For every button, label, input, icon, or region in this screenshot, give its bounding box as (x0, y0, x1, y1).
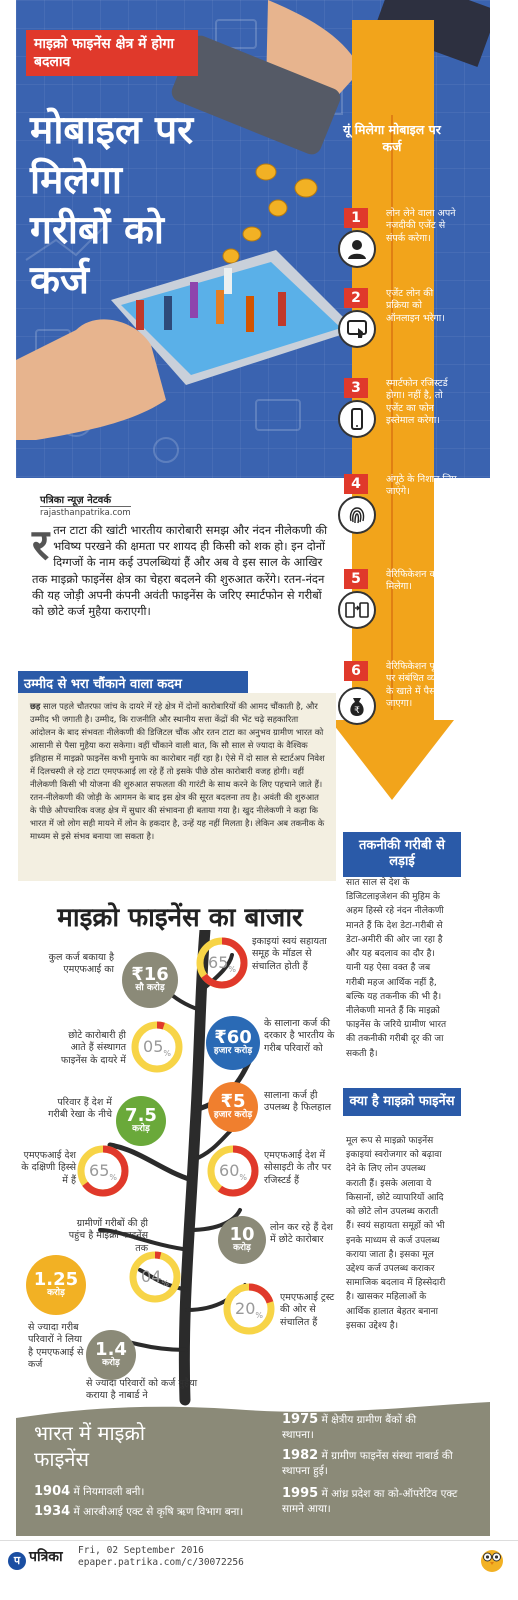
disc-value: ₹60 (214, 1027, 252, 1049)
history-event: 1995 में आंध्र प्रदेश का को-ऑपरेटिव एक्ट सामने आया। (282, 1486, 458, 1515)
market-disc (26, 1255, 86, 1315)
market-ring (195, 936, 249, 990)
step-number: 4 (344, 474, 368, 494)
tech-poverty-heading: तकनीकी गरीबी से लड़ाई (343, 832, 461, 877)
disc-value: 1.25 (33, 1269, 79, 1291)
patrika-logo[interactable]: प पत्रिका (8, 1547, 63, 1570)
market-ring (128, 1250, 182, 1304)
market-label: छोटे कारोबारी ही आते हैं संस्थागत फाइनेंस के दायरे में (60, 1030, 126, 1066)
step-number: 2 (344, 288, 368, 308)
ring-value: $65_{\%}$ (208, 953, 236, 975)
section-text (30, 700, 326, 843)
step-number: 6 (344, 661, 368, 681)
market-title: माइक्रो फाइनेंस का बाजार (57, 903, 303, 933)
verification-code-icon (338, 591, 376, 629)
ring-value: $60_{\%}$ (219, 1161, 247, 1183)
step-number: 5 (344, 569, 368, 589)
market-label: एमएफआई ट्रस्ट की ओर से संचालित हैं (280, 1292, 335, 1328)
what-is-mf-heading: क्या है माइक्रो फाइनेंस (343, 1088, 461, 1116)
what-is-mf-text: मूल रूप से माइक्रो फाइनेंस इकाइयां स्वरोजगार को बढ़ावा देने के लिए लोन उपलब्ध कराती हैं। इसके अलावा ये किसानों, छोटे व्यापारियों आदि को छोटे लोन उपलब्ध कराती हैं। स्वयं सहायता समूहों को भी इनके माध्यम से कर्ज उपलब्ध कराया जाता है। इसका मूल उद्देश्य कर्ज उपलब्ध कराकर सामाजिक बदलाव में हिस्सेदारी है। खासकर महिलाओं के आर्थिक हालात बेहतर बनाना इसका उद्देश्य है। (346, 1136, 446, 1331)
disc-value: 7.5 (125, 1105, 157, 1127)
disc-unit: करोड़ (233, 1243, 251, 1254)
market-label: से ज्यादा परिवारों को कर्ज मुहैया कराया है नाबार्ड ने (86, 1378, 198, 1402)
ring-value: $20_{\%}$ (235, 1299, 263, 1321)
patrika-logo-icon: प (8, 1552, 26, 1570)
step-text: लोन लेने वाला अपने नजदीकी एजेंट से संपर्क करेगा। (386, 208, 456, 244)
market-ring (222, 1282, 276, 1336)
market-disc (218, 1216, 266, 1264)
svg-text:₹: ₹ (354, 706, 360, 716)
disc-unit: हजार करोड़ (213, 1110, 253, 1121)
dropcap: र (32, 520, 50, 569)
market-label: से ज्यादा गरीब परिवारों ने लिया है एमएफआई से कर्ज (28, 1322, 84, 1371)
steps-title: यूं मिलेगा मोबाइल पर कर्ज (343, 122, 441, 154)
byline: पत्रिका न्यूज़ नेटवर्क (40, 495, 112, 506)
disc-unit: करोड़ (47, 1288, 65, 1299)
history-title: भारत में माइक्रो फाइनेंस (34, 1421, 145, 1471)
market-disc (86, 1330, 136, 1380)
step-text: एजेंट लोन की प्रक्रिया को ऑनलाइन भरेगा। (386, 288, 445, 324)
step-number: 3 (344, 378, 368, 398)
market-disc (122, 952, 178, 1008)
ring-value: $65_{\%}$ (89, 1161, 117, 1183)
market-disc (116, 1096, 166, 1146)
rupee-bag-icon (338, 687, 376, 725)
market-disc (208, 1082, 258, 1132)
step-text: अंगूठे के निशान लिए जाएंगे। (386, 474, 457, 498)
market-ring (206, 1144, 260, 1198)
market-label: सालाना कर्ज ही उपलब्ध है फिलहाल (264, 1090, 332, 1114)
history-event: 1934 में आरबीआई एक्ट से कृषि ऋण विभाग बना। (34, 1504, 244, 1519)
epaper-url[interactable]: epaper.patrika.com/c/30072256 (78, 1556, 244, 1568)
dateline (78, 1545, 244, 1569)
edition-date: Fri, 02 September 2016 (78, 1545, 204, 1556)
ring-value: $05_{\%}$ (143, 1037, 171, 1059)
section-heading: उम्मीद से भरा चौंकाने वाला कदम (18, 671, 248, 693)
intro-paragraph (32, 522, 332, 619)
tech-poverty-text: सात साल से देश के डिजिटलाइजेशन की मुहिम के अहम हिस्से रहे नंदन नीलेकणी मानते हैं कि देश डेटा-गरीबी से डेटा-अमीरी की ओर जा रहा है और यह बदलाव का दौर है। यानी यह ऐसा वक्त है जब गरीबी महज आर्थिक नहीं है, बल्कि यह तकनीक की भी है। नीलेकणी मानते हैं कि माइक्रो फाइनेंस के जरिये ग्रामीण भारत की तकनीकी गरीबी दूर की जा सकती है। (346, 878, 447, 1059)
disc-unit: करोड़ (102, 1358, 120, 1369)
history-event: 1904 में नियमावली बनी। (34, 1484, 145, 1499)
market-label: इकाइयां स्वयं सहायता समूह के मॉडल से संचालित होती हैं (252, 936, 327, 972)
step-text: वेरिफिकेशन कोड मिलेगा। (386, 569, 445, 593)
section-lead: छह (30, 701, 41, 711)
step-text: वेरिफिकेशन पूरा होने पर संबंधित व्यक्ति के खाते में पैसा आ जाएगा। (386, 661, 458, 710)
history-event: 1982 में ग्रामीण फाइनेंस संस्था नाबार्ड की स्थापना हुई। (282, 1448, 453, 1477)
market-label: लोन कर रहे हैं देश में छोटे कारोबार (270, 1222, 333, 1246)
disc-unit: करोड़ (132, 1124, 150, 1135)
market-ring (130, 1020, 184, 1074)
person-icon (338, 230, 376, 268)
market-label: परिवार हैं देश में गरीबी रेखा के नीचे (48, 1097, 112, 1121)
market-ring (76, 1144, 130, 1198)
smartphone-icon (338, 400, 376, 438)
hero-title: मोबाइल पर मिलेगा गरीबों को कर्ज (30, 108, 194, 303)
fingerprint-icon (338, 496, 376, 534)
section-body: साल पहले चौतरफा जांच के दायरे में रहे क्षेत्र में दोनों कारोबारियों की आमद चौंकाती है, और उम्मीद भी जगाती है। उम्मीद, कि राजनीति और स्थानीय सत्ता केंद्रों की भेंट चढ़े सहकारिता आंदोलन के बाद संभवतः नीलेकणी की डिजिटल चौंक और रतन टाटा का अनुभव ग्रामीण भारत को आसानी से पैसा मुहैया करा सकेगा। वहीं चौंकाने वाली बात, कि सौ साल से ज्यादा के वैश्विक इतिहास में माइक्रो फाइनेंस कभी मुनाफे का कारोबार नहीं रहा है। ऐसे में दो साल से स्टार्टअप निवेश में दिलचस्पी ले रहे टाटा एमएफआई ला रहे हैं तो इसके पीछे ठोस कारोबारी वजह होगी। वहीं नीलेकणी किसी भी योजना की शुरुआत सफलता की गारंटी के साथ करने के लिए पहचाने जाते हैं। रतन-नीलेकणी की जोड़ी के आगमन के बाद इस क्षेत्र की सूरत बदलना तय है। अवंती की शुरुआत के पीछे औपचारिक वजह क्षेत्र में सुधार की संभावना ही बताया गया है। खुद नीलेकणी ने कहा कि भारत में जो लोग सही मायने में लोन के हकदार है, उन्हें यह नहीं मिलता है। लेकिन अब तकनीक के माध्यम से इसे संभव बनाया जा सकता है। (30, 701, 325, 842)
tablet-touch-icon (338, 310, 376, 348)
masthead (0, 1540, 518, 1576)
hero-tag: माइक्रो फाइनेंस क्षेत्र में होगा बदलाव (26, 30, 198, 76)
market-label: के सालाना कर्ज की दरकार है भारतीय के गरीब परिवारों को (264, 1018, 335, 1054)
market-label: एमएफआई देश में सोसाइटी के तौर पर रजिस्टर्ड हैं (264, 1150, 332, 1186)
disc-value: 1.4 (95, 1339, 127, 1361)
market-label: कुल कर्ज बकाया है एमएफआई का (48, 952, 114, 976)
byline-url: rajasthanpatrika.com (40, 508, 131, 518)
market-disc (206, 1016, 260, 1070)
owl-icon (479, 1545, 505, 1573)
intro-text: तन टाटा की खांटी भारतीय कारोबारी समझ और नंदन नीलेकणी की भविष्य परखने की क्षमता पर शायद ही किसी को शक हो। इन दोनों दिग्गजों के नाम कई उपलब्धियां हैं और अब वे इस साल के आखिर तक माइक्रो फाइनेंस क्षेत्र का चेहरा बदलने की शुरुआत करेंगे। रतन-नंदन की यह जोड़ी अपनी कंपनी अवंती फाइनेंस के जरिए स्मार्टफोन से गरीबों को छोटे कर्ज मुहैया कराएगी। (32, 523, 328, 618)
step-number: 1 (344, 208, 368, 228)
step-text: स्मार्टफोन रजिस्टर्ड होगा। नहीं है, तो एजेंट का फोन इस्तेमाल करेगा। (386, 378, 448, 427)
disc-value: ₹5 (220, 1091, 246, 1113)
disc-unit: हजार करोड़ (213, 1046, 253, 1057)
ring-value: $04_{\%}$ (141, 1267, 169, 1289)
disc-value: 10 (229, 1224, 255, 1246)
disc-unit: सौ करोड़ (135, 983, 165, 994)
market-label: ग्रामीणों गरीबों की ही पहुंच है माइक्रो फाइनेंस तक (68, 1218, 148, 1254)
disc-value: ₹16 (131, 964, 169, 986)
market-label: एमएफआई देश के दक्षिणी हिस्से में हैं (21, 1150, 76, 1186)
history-event: 1975 में क्षेत्रीय ग्रामीण बैंकों की स्थापना। (282, 1412, 417, 1441)
